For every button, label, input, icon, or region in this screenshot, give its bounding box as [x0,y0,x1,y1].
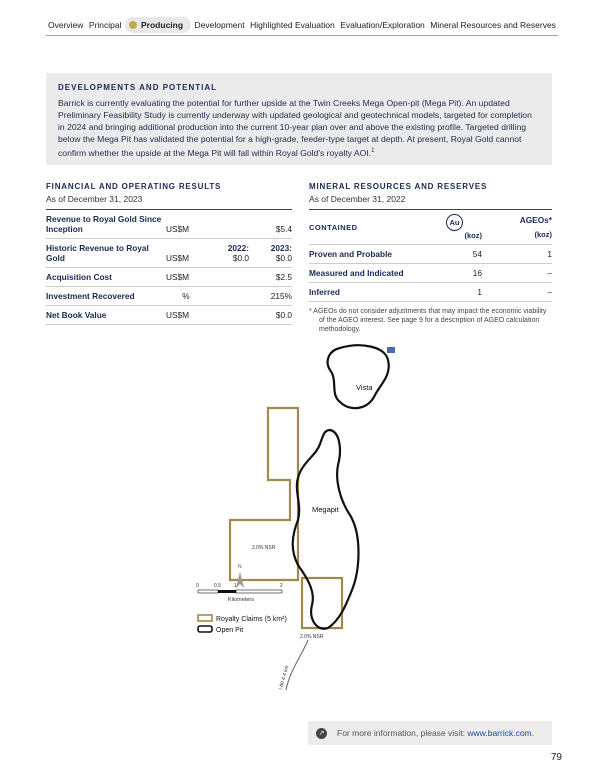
table-row: Proven and Probable 54 1 [309,245,552,264]
facility-icon [387,347,395,353]
reserves-title: MINERAL RESOURCES AND RESERVES [309,182,488,191]
legend-pit-swatch [198,626,212,632]
table-row: Inferred 1 – [309,283,552,302]
nav-evaluation-exploration[interactable]: Evaluation/Exploration [340,19,425,30]
nsr-label-north: 2.0% NSR [252,545,276,551]
scale-bar [196,583,283,603]
road-line [286,640,308,690]
info-bar: ↗ For more information, please visit: www.barrick.com . [308,721,552,745]
developments-title: DEVELOPMENTS AND POTENTIAL [58,83,218,92]
reserves-section [309,182,552,334]
financial-subtitle: As of December 31, 2023 [46,194,143,204]
legend-royalty-label: Royalty Claims (5 km²) [216,616,287,623]
svg-text:0: 0 [196,583,199,589]
svg-text:2: 2 [280,583,283,589]
nav-highlighted-evaluation[interactable]: Highlighted Evaluation [250,19,335,30]
nav-producing-label: Producing [141,19,184,30]
nav-mineral-resources[interactable]: Mineral Resources and Reserves [430,19,556,30]
svg-text:Kilometers: Kilometers [228,597,254,603]
ageo-footnote: * AGEOs do not consider adjustments that may impact the economic viability of the AGEO interest. See page 9 for a description of AGEO calculation methodology. [309,308,547,333]
table-row: Measured and Indicated 16 – [309,264,552,283]
table-row: Investment Recovered % 215% [46,287,292,306]
table-row: Historic Revenue to Royal Gold US$M 2022: $0.0 2023: $0.0 [46,239,292,268]
reserves-subtitle: As of December 31, 2022 [309,194,406,204]
megapit-label: Megapit [312,505,339,514]
developments-box [46,73,552,165]
nav-development[interactable]: Development [194,19,245,30]
nav-overview[interactable]: Overview [48,19,84,30]
financial-table [46,209,292,325]
gold-au-icon: Au [446,214,463,231]
table-header-row: CONTAINED Au (koz) AGEOs* (koz) [309,210,552,245]
road-label: I-80 4.4 km [278,664,291,691]
north-label: N [238,564,242,570]
table-row: Net Book Value US$M $0.0 [46,306,292,325]
financial-section [46,182,292,325]
legend-pit-label: Open Pit [216,627,244,634]
svg-text:1: 1 [234,583,237,589]
barrick-link[interactable]: www.barrick.com [467,728,532,738]
nav-producing[interactable] [125,17,191,33]
vista-pit-outline [328,345,389,408]
nsr-label-south: 2.0% NSR [300,634,324,640]
svg-text:0.5: 0.5 [214,583,221,589]
royalty-claims-outline [230,408,298,580]
table-row: Revenue to Royal Gold Since Inception US$M $5.4 [46,210,292,239]
map-legend [198,615,287,634]
page-number: 79 [550,752,562,763]
link-icon: ↗ [316,728,327,739]
table-row: Acquisition Cost US$M $2.5 [46,268,292,287]
info-text: For more information, please visit: [337,728,466,738]
developments-body: Barrick is currently evaluating the potential for further upside at the Twin Creeks Mega Open-pit (Mega Pit). An updated Preliminary Feasibility Study is currently underway with updated geological and geotechnical models, targeted for completion in 2024 and bringing additional production into the current 10-year plan over and above the existing profile. Targeted drilling below the Mega Pit has validated the potential for a high-grade, feeder-type target at depth. At present, Royal Gold cannot confirm whether the upside at the Mega Pit will fall within Royal Gold's royalty AOI.$^1$ [58,98,532,158]
nav-principal[interactable]: Principal [88,19,122,30]
active-dot-icon [129,21,137,29]
reserves-table [309,209,552,302]
property-map [190,340,420,710]
legend-royalty-swatch [198,615,212,621]
financial-title: FINANCIAL AND OPERATING RESULTS [46,182,222,191]
vista-label: Vista [356,383,373,392]
top-navigation [46,14,558,36]
